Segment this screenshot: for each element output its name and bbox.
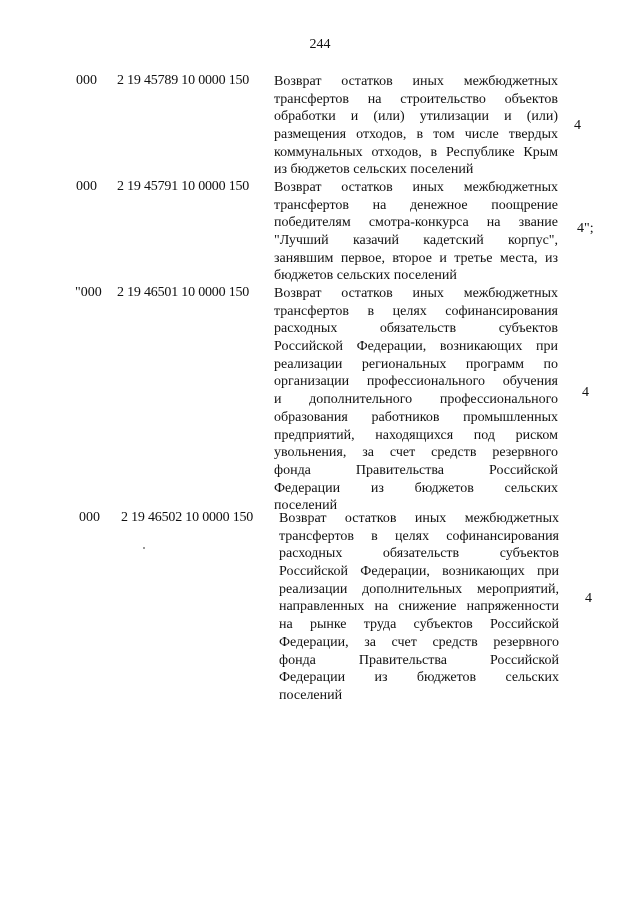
description-line: размещения отходов, в том числе твердых [274,127,558,143]
entry-amount: 4 [585,591,592,606]
description-line: Возврат остатков иных межбюджетных [274,180,558,195]
description-line: Российской Федерации, возникающих при [279,564,559,580]
entry-description [274,73,558,179]
description-line: образования работников промышленных [274,409,558,425]
description-line: фонда Правительства Российской [279,652,559,668]
entry-prefix: "000 [75,285,102,300]
entry-prefix: 000 [76,179,97,194]
description-line: коммунальных отходов, в Республике Крым [274,144,558,160]
entry-description [274,179,558,285]
budget-classification-code: 2 19 45791 10 0000 150 [117,179,250,194]
description-line: поселений [279,687,343,703]
description-line: расходных обязательств субъектов [279,546,559,562]
entry-description [279,510,559,705]
description-line: Возврат остатков иных межбюджетных [274,286,558,301]
description-line: направленных на снижение напряженности [279,599,559,615]
description-line: "Лучший казачий кадетский корпус", [274,233,558,249]
description-line: поселений [274,498,338,514]
scan-speck [143,547,145,549]
description-line: Федерации из бюджетов сельских [274,480,558,496]
description-line: из бюджетов сельских поселений [274,162,474,178]
description-line: трансфертов в целях софинансирования [274,303,558,319]
description-line: фонда Правительства Российской [274,462,558,478]
description-line: Федерации из бюджетов сельских [279,670,559,686]
description-line: трансфертов в целях софинансирования [279,528,559,544]
description-line: Возврат остатков иных межбюджетных [279,511,559,526]
description-line: Федерации, за счет средств резервного [279,634,559,650]
entry-prefix: 000 [76,73,97,88]
description-line: увольнения, за счет средств резервного [274,445,558,461]
budget-classification-code: 2 19 46502 10 0000 150 [121,510,254,525]
budget-classification-code: 2 19 45789 10 0000 150 [117,73,250,88]
description-line: реализации дополнительных мероприятий, [279,581,559,597]
description-line: расходных обязательств субъектов [274,321,558,337]
description-line: трансфертов на денежное поощрение [274,197,558,213]
description-line: обработки и (или) утилизации и (или) [274,109,558,125]
description-line: трансфертов на строительство объектов [274,91,558,107]
entry-amount: 4"; [577,221,594,236]
description-line: и дополнительного профессионального [274,392,558,408]
entry-prefix: 000 [79,510,100,525]
description-line: бюджетов сельских поселений [274,268,457,284]
description-line: победителям смотра-конкурса на звание [274,215,558,231]
entry-description [274,285,558,515]
description-line: на рынке труда субъектов Российской [279,617,559,633]
description-line: Возврат остатков иных межбюджетных [274,74,558,89]
description-line: предприятий, находящихся под риском [274,427,558,443]
description-line: реализации региональных программ по [274,356,558,372]
description-line: Российской Федерации, возникающих при [274,339,558,355]
description-line: организации профессионального обучения [274,374,558,390]
entry-amount: 4 [574,118,581,133]
budget-classification-code: 2 19 46501 10 0000 150 [117,285,250,300]
page-number: 244 [309,37,331,52]
entry-amount: 4 [582,385,589,400]
description-line: занявшим первое, второе и третье места, из [274,250,558,266]
